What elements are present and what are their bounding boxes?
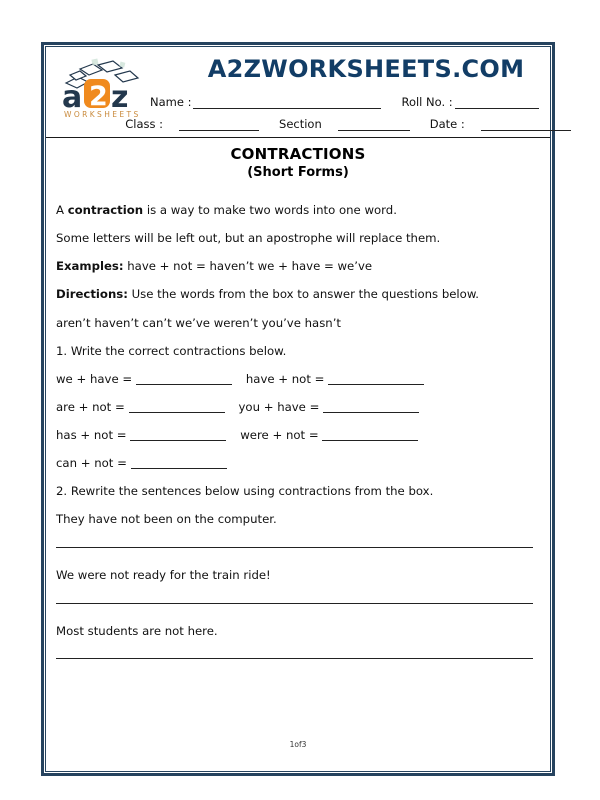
equation-right-answer-blank[interactable]	[323, 401, 419, 413]
class-section-date-row	[125, 117, 546, 131]
brand-wordmark: A2ZWORKSHEETS.COM	[207, 55, 525, 83]
section-label: Section	[279, 117, 322, 131]
section-input[interactable]	[338, 119, 410, 131]
rewrite-sentence: Most students are not here.	[56, 623, 218, 638]
equation-right-answer-blank[interactable]	[328, 373, 424, 385]
name-input[interactable]	[193, 97, 381, 109]
equation-row	[56, 428, 534, 443]
date-input[interactable]	[481, 119, 571, 131]
equation-left-answer-blank[interactable]	[136, 373, 232, 385]
question-2-heading: 2. Rewrite the sentences below using contractions from the box.	[56, 484, 434, 499]
directions-text: Use the words from the box to answer the questions below.	[127, 287, 480, 302]
equation-right-prompt: you + have =	[238, 399, 324, 414]
a2z-worksheets-logo	[58, 53, 146, 119]
equation-left-prompt: has + not =	[56, 428, 131, 442]
equation-right-answer-blank[interactable]	[322, 429, 418, 441]
worksheet-content	[56, 203, 534, 679]
roll-no-input[interactable]	[455, 97, 539, 109]
rewrite-sentence: They have not been on the computer.	[56, 512, 277, 527]
svg-text:a: a	[62, 80, 83, 115]
equation-right-prompt: were + not =	[240, 428, 323, 442]
equation-left-answer-blank[interactable]	[130, 429, 226, 441]
page-subtitle: (Short Forms)	[247, 165, 349, 180]
page-number-footer: 1of3	[289, 740, 307, 749]
equation-left-prompt: we + have =	[56, 371, 136, 386]
rewrite-answer-line[interactable]	[56, 603, 533, 604]
examples-paragraph	[56, 259, 534, 274]
directions-paragraph	[56, 287, 534, 302]
date-label: Date :	[429, 117, 465, 131]
class-input[interactable]	[179, 119, 259, 131]
worksheet-title-block	[46, 145, 550, 180]
page-title: CONTRACTIONS	[230, 145, 366, 163]
word-bank: aren’t haven’t can’t we’ve weren’t you’ve hasn’t	[56, 315, 341, 330]
equation-row	[56, 400, 534, 415]
rewrite-answer-line[interactable]	[56, 658, 533, 659]
apostrophe-note: Some letters will be left out, but an apostrophe will replace them.	[56, 231, 441, 246]
definition-paragraph	[56, 203, 534, 218]
equation-row	[56, 456, 534, 471]
roll-no-label: Roll No. :	[401, 95, 453, 109]
definition-keyword: contraction	[67, 203, 144, 217]
equation-row	[56, 372, 534, 387]
name-roll-row	[150, 95, 546, 109]
equation-left-answer-blank[interactable]	[129, 401, 225, 413]
equation-left-prompt: are + not =	[56, 399, 129, 414]
question-1-heading: 1. Write the correct contractions below.	[56, 343, 287, 358]
rewrite-answer-line[interactable]	[56, 547, 533, 548]
definition-post: is a way to make two words into one word.	[143, 203, 397, 217]
name-label: Name :	[150, 95, 192, 109]
examples-text: have + not = haven’t we + have = we’ve	[123, 259, 373, 274]
svg-text:2: 2	[89, 81, 108, 112]
rewrite-sentence: We were not ready for the train ride!	[56, 568, 271, 582]
svg-text:WORKSHEETS: WORKSHEETS	[64, 110, 141, 119]
equation-left-prompt: can + not =	[56, 456, 131, 471]
definition-pre: A	[56, 203, 68, 217]
equation-left-answer-blank[interactable]	[131, 457, 227, 469]
svg-text:z: z	[111, 80, 129, 115]
worksheet-header	[46, 47, 550, 138]
directions-label: Directions:	[56, 287, 128, 302]
equation-right-prompt: have + not =	[245, 371, 329, 386]
class-label: Class :	[125, 117, 164, 131]
examples-label: Examples:	[56, 259, 124, 274]
